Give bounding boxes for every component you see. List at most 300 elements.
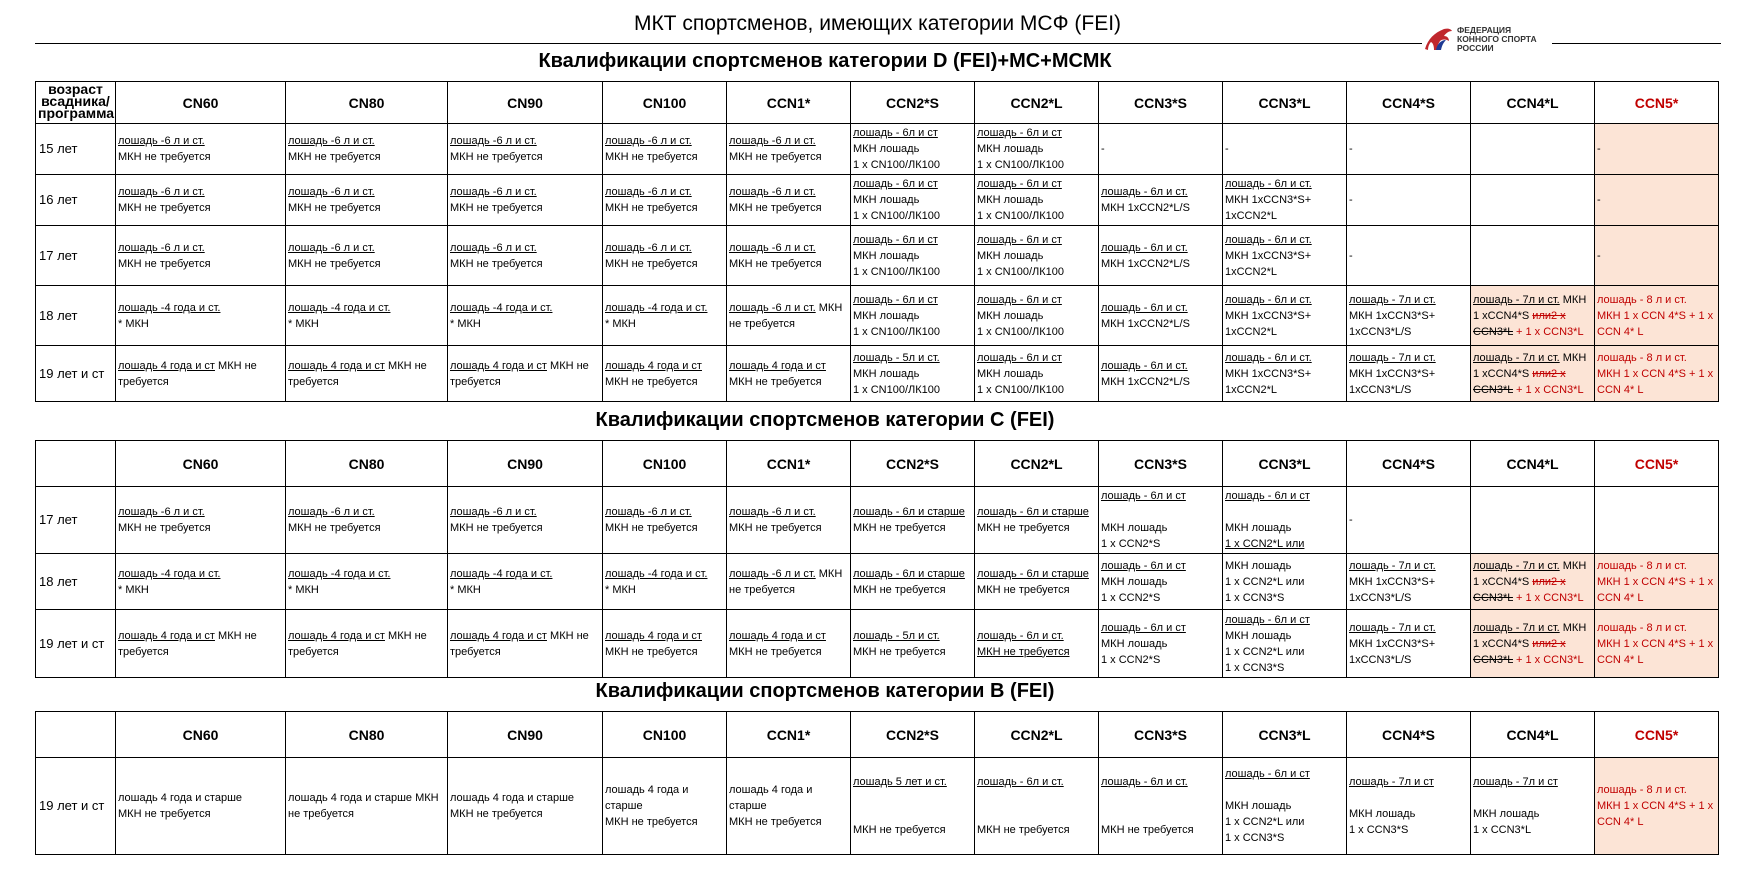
requirement-text: лошадь 4 года и ст (118, 629, 215, 642)
requirement-line (450, 149, 600, 165)
requirement-cell (1471, 175, 1595, 226)
requirement-line (853, 644, 972, 660)
corner-header-line: всадника/ (41, 93, 110, 109)
blank-line (853, 790, 972, 806)
requirement-line (450, 358, 600, 374)
requirement-line (1101, 141, 1220, 157)
requirement-line (1597, 292, 1716, 308)
requirement-text: МКН не требуется (605, 202, 698, 214)
requirement-line (729, 149, 848, 165)
requirement-line (605, 184, 724, 200)
requirement-line (729, 520, 848, 536)
requirement-line (288, 316, 445, 332)
table-row (36, 346, 1719, 402)
requirement-text: * МКН (118, 583, 149, 596)
column-header-cn80: CN80 (286, 82, 448, 124)
requirement-text: МКН лошадь (1225, 800, 1292, 812)
logo-text (1457, 26, 1537, 53)
requirement-text: МКН не требуется (977, 583, 1070, 596)
requirement-text: не требуется (729, 583, 795, 596)
table-row (36, 758, 1719, 855)
requirement-text: - (1225, 143, 1229, 155)
table-row (36, 226, 1719, 286)
requirement-line (605, 149, 724, 165)
requirement-text: лошадь 4 года и старше (450, 792, 575, 804)
requirement-cell (1347, 226, 1471, 286)
requirement-line (288, 520, 445, 536)
column-header-ccn4s: CCN4*S (1347, 82, 1471, 124)
requirement-line (288, 256, 445, 272)
requirement-line (729, 256, 848, 272)
requirement-line (1473, 350, 1592, 366)
requirement-line (1101, 316, 1220, 332)
requirement-text: 1 xCCN4*S (1473, 367, 1533, 380)
requirement-line (1225, 350, 1344, 366)
requirement-text: лошадь - 6л и ст (853, 178, 938, 190)
requirement-cell (116, 175, 286, 226)
requirement-line (450, 240, 600, 256)
requirement-line (1101, 358, 1220, 374)
requirement-text: МКН 1 x CCN 4*S + 1 x (1597, 309, 1714, 322)
requirement-line (1225, 536, 1344, 552)
requirement-line (1473, 620, 1592, 636)
requirement-text: МКН не требуется (605, 645, 698, 658)
requirement-text: лошадь -6 л и ст. (288, 506, 375, 518)
requirement-line (1225, 830, 1344, 846)
requirement-cell (1347, 487, 1471, 554)
requirement-line (1225, 766, 1344, 782)
requirement-text: лошадь - 6л и ст (1101, 621, 1186, 634)
requirement-text: 1 x CN100/ЛК100 (977, 159, 1065, 171)
requirement-cell (727, 758, 851, 855)
requirement-text: лошадь 4 года и ст (605, 629, 702, 642)
requirement-line (118, 374, 283, 390)
requirement-line (1101, 300, 1220, 316)
requirement-text: не требуется (729, 317, 795, 330)
requirement-cell (1347, 286, 1471, 346)
requirement-text: МКН не требуется (977, 522, 1070, 534)
requirement-line (977, 582, 1096, 598)
requirement-text: МКН 1xCCN3*S+ (1349, 575, 1436, 588)
requirement-cell (448, 758, 603, 855)
requirement-line (853, 774, 972, 790)
requirement-line (1349, 141, 1468, 157)
rider-age-cell: 18 лет (36, 554, 116, 610)
requirement-line (1225, 264, 1344, 280)
table-row (36, 487, 1719, 554)
requirement-text: 1 x CCN2*L или (1225, 538, 1305, 550)
requirement-line (729, 644, 848, 660)
requirement-cell (116, 610, 286, 678)
corner-header-line: возраст (48, 81, 103, 97)
requirement-line (729, 133, 848, 149)
requirement-line (1225, 248, 1344, 264)
requirement-line (853, 141, 972, 157)
requirement-cell (851, 610, 975, 678)
requirement-line (450, 644, 600, 660)
requirement-cell (727, 226, 851, 286)
requirement-line (605, 520, 724, 536)
requirement-text: МКН не требуется (977, 645, 1070, 658)
requirement-text: или2 x (1532, 367, 1566, 380)
requirement-text: лошадь -6 л и ст. (118, 506, 205, 518)
requirement-line (1349, 192, 1468, 208)
requirement-line (1101, 558, 1220, 574)
requirement-line (118, 358, 283, 374)
requirement-line (1349, 574, 1468, 590)
requirement-text: лошадь - 6л и старше (853, 567, 965, 580)
blank-line (1349, 790, 1468, 806)
column-header-ccn4l: CCN4*L (1471, 441, 1595, 487)
column-header-ccn5: CCN5* (1595, 82, 1719, 124)
requirement-text: МКН лошадь (977, 367, 1044, 380)
requirement-text: МКН не требуется (118, 522, 211, 534)
requirement-line (1349, 652, 1468, 668)
requirement-line (288, 358, 445, 374)
requirement-text: МКН не требуется (729, 816, 822, 828)
requirement-text: или2 x (1532, 309, 1566, 322)
requirement-text: лошадь -4 года и ст. (288, 567, 391, 580)
requirement-text: или2 x (1532, 575, 1566, 588)
requirement-line (977, 644, 1096, 660)
requirement-line (1225, 366, 1344, 382)
requirement-text: - (1101, 143, 1105, 155)
column-header-ccn4s: CCN4*S (1347, 712, 1471, 758)
requirement-cell (1099, 610, 1223, 678)
requirement-line (1473, 382, 1592, 398)
requirement-cell (1223, 554, 1347, 610)
requirement-line (1225, 292, 1344, 308)
requirement-line (1225, 324, 1344, 340)
blank-line (1473, 790, 1592, 806)
requirement-cell (1347, 346, 1471, 402)
requirement-cell (1347, 610, 1471, 678)
requirement-line (1225, 208, 1344, 224)
requirement-text: МКН не (214, 359, 257, 372)
requirement-text: МКН не требуется (853, 583, 946, 596)
requirement-line (605, 782, 724, 798)
requirement-text: - (1597, 194, 1601, 206)
column-header-ccn1: CCN1* (727, 712, 851, 758)
requirement-line (729, 200, 848, 216)
requirement-text: МКН 1xCCN2*L/S (1101, 202, 1190, 214)
requirement-line (1101, 652, 1220, 668)
requirement-line (977, 232, 1096, 248)
requirement-text: лошадь - 6л и ст. (1225, 233, 1312, 246)
requirement-line (853, 350, 972, 366)
requirement-line (1473, 774, 1592, 790)
blank-line (977, 806, 1096, 822)
document-title: МКТ спортсменов, имеющих категории МСФ (FEI) (633, 12, 1122, 35)
column-header-ccn5: CCN5* (1595, 712, 1719, 758)
requirement-text: МКН 1xCCN3*S+ (1349, 367, 1436, 380)
requirement-cell (727, 286, 851, 346)
requirement-line (853, 264, 972, 280)
requirement-cell (116, 346, 286, 402)
requirement-text: МКН 1xCCN3*S+ (1225, 309, 1312, 322)
requirement-text: + 1 x CCN3*L (1512, 591, 1584, 604)
requirement-cell (286, 758, 448, 855)
requirement-text: - (1349, 143, 1353, 155)
requirement-text: 1xCCN3*L/S (1349, 653, 1412, 666)
requirement-cell (851, 758, 975, 855)
requirement-text: лошадь - 6л и ст (1225, 613, 1310, 626)
requirement-text: 1xCCN2*L (1225, 265, 1277, 278)
requirement-line (1349, 636, 1468, 652)
requirement-text: + 1 x CCN3*L (1512, 325, 1584, 338)
requirement-line (853, 382, 972, 398)
requirement-text: МКН не требуется (450, 257, 543, 270)
requirement-line (977, 192, 1096, 208)
requirement-text: 1 x CN100/ЛК100 (977, 325, 1065, 338)
requirement-text: МКН не требуется (118, 151, 211, 163)
requirement-text: лошадь -4 года и ст. (288, 301, 391, 314)
requirement-text: лошадь -4 года и ст. (118, 567, 221, 580)
requirement-line (118, 184, 283, 200)
requirement-cell (1223, 175, 1347, 226)
requirement-line (450, 582, 600, 598)
requirement-text: МКН лошадь (1101, 575, 1168, 588)
requirement-text: лошадь 4 года и (729, 784, 813, 796)
requirement-text: лошадь - 6л и ст (1225, 490, 1310, 502)
requirement-cell (603, 610, 727, 678)
requirement-cell (448, 175, 603, 226)
section-title-c: Квалификации спортсменов категории С (FEI) (595, 409, 1055, 431)
requirement-text: - (1349, 249, 1353, 262)
requirement-cell (1223, 124, 1347, 175)
requirement-line (605, 814, 724, 830)
requirement-text: - (1597, 249, 1601, 262)
requirement-text: лошадь 4 года и (605, 784, 689, 796)
requirement-cell (851, 286, 975, 346)
requirement-text: 1xCCN3*L/S (1349, 325, 1412, 338)
requirement-line (605, 300, 724, 316)
requirement-line (1349, 248, 1468, 264)
requirement-text: лошадь -6 л и ст. (729, 186, 816, 198)
requirement-line (605, 374, 724, 390)
column-header-ccn2s: CCN2*S (851, 82, 975, 124)
requirement-text: не требуется (288, 808, 354, 820)
requirement-text: МКН 1xCCN3*S+ (1349, 309, 1436, 322)
requirement-cell (1595, 286, 1719, 346)
requirement-text: МКН не требуется (118, 202, 211, 214)
requirement-cell (448, 124, 603, 175)
requirement-line (450, 256, 600, 272)
requirement-line (977, 176, 1096, 192)
requirement-cell (975, 610, 1099, 678)
column-header-cn60: CN60 (116, 82, 286, 124)
requirement-cell (448, 226, 603, 286)
requirement-line (1597, 574, 1716, 590)
column-header-ccn3s: CCN3*S (1099, 441, 1223, 487)
requirement-text: лошадь -4 года и ст. (450, 301, 553, 314)
header-row (36, 441, 1719, 487)
requirement-text: МКН 1xCCN3*S+ (1225, 194, 1312, 206)
requirement-text: лошадь -6 л и ст. (450, 186, 537, 198)
requirement-cell (851, 124, 975, 175)
requirement-line (118, 644, 283, 660)
requirement-line (729, 814, 848, 830)
requirement-text: * МКН (288, 317, 319, 330)
column-header-ccn3s: CCN3*S (1099, 712, 1223, 758)
requirement-line (605, 316, 724, 332)
requirement-line (605, 582, 724, 598)
requirement-line (977, 208, 1096, 224)
requirement-text: лошадь -6 л и ст. (729, 301, 816, 314)
requirement-line (853, 822, 972, 838)
requirement-line (1225, 798, 1344, 814)
requirement-line (605, 798, 724, 814)
requirement-text: - (1349, 194, 1353, 206)
requirement-line (118, 316, 283, 332)
requirement-text: CCN3*L (1473, 653, 1513, 666)
requirement-text: МКН лошадь (1473, 808, 1540, 820)
logo-text-line: КОННОГО СПОРТА (1457, 33, 1537, 44)
blank-line (1101, 806, 1220, 822)
requirement-line (450, 316, 600, 332)
requirement-cell (1595, 175, 1719, 226)
requirement-cell (603, 554, 727, 610)
requirement-cell (448, 346, 603, 402)
requirement-text: лошадь -6 л и ст. (118, 241, 205, 254)
requirement-line (1225, 488, 1344, 504)
requirement-text: 1xCCN3*L/S (1349, 383, 1412, 396)
requirement-line (118, 566, 283, 582)
requirement-text: МКН лошадь (1101, 637, 1168, 650)
requirement-text: 1 x CCN2*S (1101, 591, 1161, 604)
requirement-cell (851, 554, 975, 610)
requirement-line (729, 300, 848, 316)
requirement-text: лошадь - 6л и ст (977, 351, 1062, 364)
requirement-text: МКН не (214, 629, 257, 642)
requirement-text: 1 x CN100/ЛК100 (977, 210, 1065, 222)
blank-line (977, 790, 1096, 806)
requirement-line (1597, 636, 1716, 652)
requirement-line (118, 790, 283, 806)
requirement-text: * МКН (288, 583, 319, 596)
requirement-text: лошадь - 6л и старше (977, 567, 1089, 580)
requirement-line (729, 358, 848, 374)
requirement-text: 1 x CCN3*L (1473, 824, 1532, 836)
requirement-cell (1471, 124, 1595, 175)
requirement-text: МКН лошадь (977, 194, 1044, 206)
logo-text-line: ФЕДЕРАЦИЯ (1457, 24, 1512, 35)
requirement-cell (1595, 124, 1719, 175)
requirement-line (288, 133, 445, 149)
requirement-text: МКН 1 x CCN 4*S + 1 x (1597, 367, 1714, 380)
requirement-text: МКН не требуется (288, 151, 381, 163)
requirement-text: лошадь - 7л и ст. (1473, 621, 1560, 634)
requirement-text: лошадь -6 л и ст. (729, 135, 816, 147)
requirement-text: 1xCCN2*L (1225, 325, 1277, 338)
requirement-cell (603, 175, 727, 226)
requirement-line (1349, 292, 1468, 308)
section-title-b: Квалификации спортсменов категории В (FEI) (595, 680, 1055, 702)
rider-age-cell: 16 лет (36, 175, 116, 226)
requirement-text: CCN3*L (1473, 591, 1513, 604)
requirement-line (1101, 536, 1220, 552)
column-header-ccn3l: CCN3*L (1223, 441, 1347, 487)
requirement-text: * МКН (605, 317, 636, 330)
requirement-line (1101, 488, 1220, 504)
requirement-text: МКН не требуется (729, 202, 822, 214)
requirement-cell (1595, 487, 1719, 554)
requirement-text: 1 x CN100/ЛК100 (977, 383, 1065, 396)
requirement-line (1473, 590, 1592, 606)
requirement-line (118, 582, 283, 598)
requirement-cell (603, 346, 727, 402)
requirement-text: - (1597, 143, 1601, 155)
requirement-text: 1 x CN100/ЛК100 (977, 265, 1065, 278)
requirement-text: МКН не требуется (1101, 824, 1194, 836)
requirement-line (288, 566, 445, 582)
corner-header-line: программа (38, 105, 115, 121)
requirement-text: МКН лошадь (853, 194, 920, 206)
requirement-text: лошадь - 6л и ст (977, 293, 1062, 306)
requirement-cell (603, 286, 727, 346)
requirement-cell (727, 554, 851, 610)
column-header-cn90: CN90 (448, 441, 603, 487)
requirement-line (288, 504, 445, 520)
requirement-text: CCN 4* L (1597, 653, 1644, 666)
requirement-text: лошадь - 5л и ст. (853, 351, 940, 364)
section-title-d: Квалификации спортсменов категории D (FEI)+МС+МСМК (538, 50, 1112, 72)
requirement-text: МКН не требуется (853, 824, 946, 836)
requirement-text: МКН лошадь (977, 309, 1044, 322)
requirement-line (977, 292, 1096, 308)
requirement-cell (1595, 554, 1719, 610)
requirement-text: лошадь 4 года и ст (450, 629, 547, 642)
requirement-line (1101, 774, 1220, 790)
requirement-line (605, 200, 724, 216)
requirement-text: МКН не требуется (450, 151, 543, 163)
table-row (36, 610, 1719, 678)
requirement-line (853, 125, 972, 141)
requirement-cell (116, 487, 286, 554)
requirement-text: МКН (1559, 293, 1587, 306)
requirement-line (288, 149, 445, 165)
requirement-line (729, 582, 848, 598)
requirement-text: * МКН (605, 583, 636, 596)
requirement-line (853, 248, 972, 264)
requirement-text: МКН не требуется (605, 257, 698, 270)
requirement-text: 1 x CN100/ЛК100 (853, 265, 941, 278)
requirement-text: лошадь - 7л и ст. (1473, 351, 1560, 364)
requirement-line (1101, 200, 1220, 216)
table-row (36, 124, 1719, 175)
requirement-text: CCN 4* L (1597, 816, 1644, 828)
requirement-text: 1 x CCN3*S (1225, 661, 1285, 674)
header-row (36, 82, 1719, 124)
requirement-line (450, 790, 600, 806)
requirement-text: лошадь - 7л и ст. (1473, 293, 1560, 306)
requirement-line (729, 316, 848, 332)
requirement-text: 1 x CN100/ЛК100 (853, 159, 941, 171)
requirement-text: МКН не требуется (853, 522, 946, 534)
requirement-cell (286, 175, 448, 226)
column-header-cn80: CN80 (286, 441, 448, 487)
requirement-line (977, 264, 1096, 280)
requirement-text: 1 x CCN2*L или (1225, 575, 1305, 588)
requirement-cell (727, 346, 851, 402)
requirement-text: МКН не требуется (288, 202, 381, 214)
requirement-text: лошадь -6 л и ст. (288, 186, 375, 198)
requirement-line (1597, 248, 1716, 264)
column-header-ccn2s: CCN2*S (851, 712, 975, 758)
requirement-line (1597, 382, 1716, 398)
requirement-line (1473, 636, 1592, 652)
requirement-cell (975, 175, 1099, 226)
